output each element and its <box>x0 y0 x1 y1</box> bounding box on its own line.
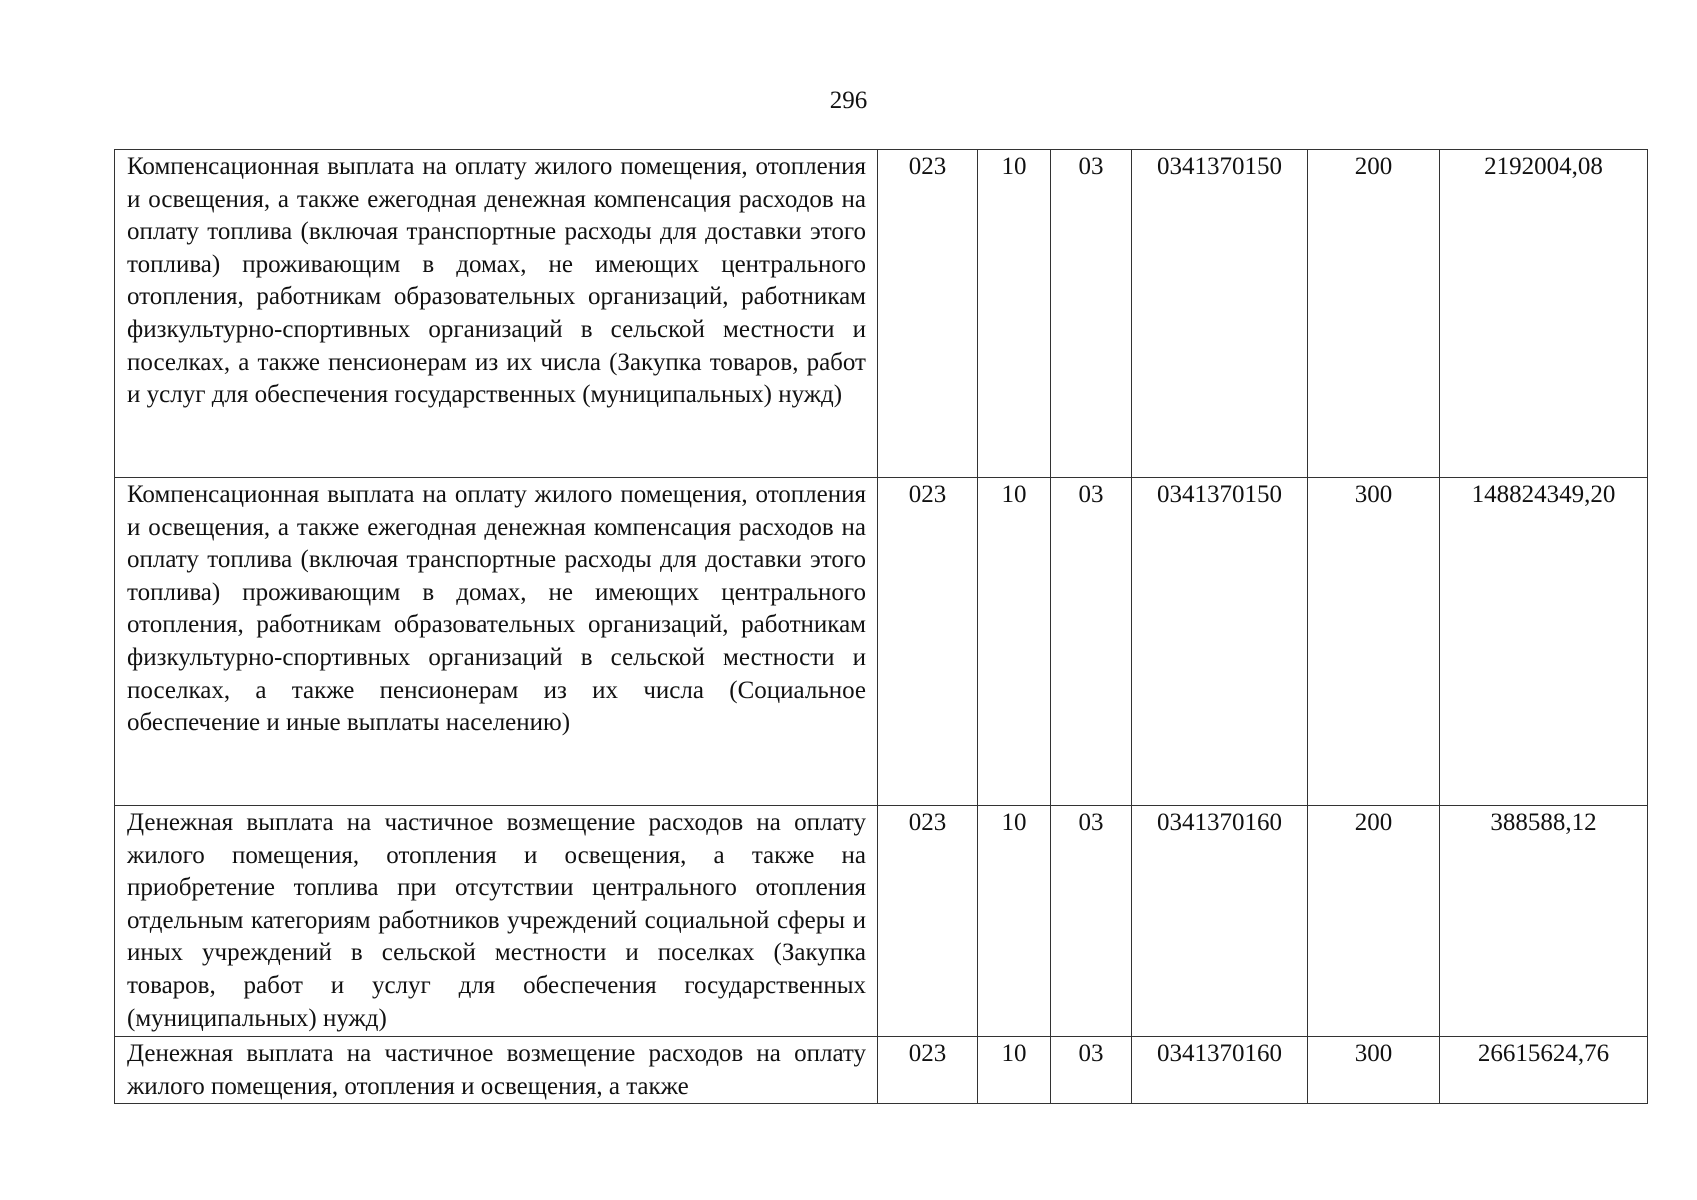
ministry-code: 023 <box>878 150 978 478</box>
ministry-code: 023 <box>878 806 978 1037</box>
ministry-code: 023 <box>878 1037 978 1104</box>
row-description <box>115 478 878 806</box>
row-description-text: Компенсационная выплата на оплату жилого помещения, отопления и освещения, а также ежегодная денежная компенсация расходов на оплату топлива (включая транспортные расходы для доставки этого топлива) проживающим в домах, не имеющих центрального отопления, работникам образовательных организаций, работникам физкультурно-спортивных организаций в сельской местности и поселках, а также пенсионерам из их числа (Социальное обеспечение и иные выплаты населению) <box>127 481 866 737</box>
subsection-code: 03 <box>1051 1037 1132 1104</box>
subsection-code: 03 <box>1051 806 1132 1037</box>
amount: 26615624,76 <box>1440 1037 1648 1104</box>
table-row <box>115 806 1648 1037</box>
table-row <box>115 1037 1648 1104</box>
expense-type-code: 200 <box>1308 150 1440 478</box>
ministry-code: 023 <box>878 478 978 806</box>
expense-type-code: 300 <box>1308 1037 1440 1104</box>
amount: 2192004,08 <box>1440 150 1648 478</box>
section-code: 10 <box>978 806 1051 1037</box>
section-code: 10 <box>978 150 1051 478</box>
table-row <box>115 150 1648 478</box>
row-description <box>115 1037 878 1104</box>
row-description-text: Денежная выплата на частичное возмещение расходов на оплату жилого помещения, отопления и освещения, а также на приобретение топлива при отсутствии центрального отопления отдельным категориям работников учреждений социальной сферы и иных учреждений в сельской местности и поселках (Закупка товаров, работ и услуг для обеспечения государственных (муниципальных) нужд) <box>127 809 866 1032</box>
amount: 388588,12 <box>1440 806 1648 1037</box>
target-article-code: 0341370150 <box>1132 150 1308 478</box>
target-article-code: 0341370160 <box>1132 806 1308 1037</box>
row-description <box>115 806 878 1037</box>
section-code: 10 <box>978 1037 1051 1104</box>
table-row <box>115 478 1648 806</box>
row-description <box>115 150 878 478</box>
expense-type-code: 300 <box>1308 478 1440 806</box>
section-code: 10 <box>978 478 1051 806</box>
budget-table <box>114 149 1648 1104</box>
page-number: 296 <box>829 87 868 114</box>
row-description-text: Компенсационная выплата на оплату жилого помещения, отопления и освещения, а также ежегодная денежная компенсация расходов на оплату топлива (включая транспортные расходы для доставки этого топлива) проживающим в домах, не имеющих центрального отопления, работникам образовательных организаций, работникам физкультурно-спортивных организаций в сельской местности и поселках, а также пенсионерам из их числа (Закупка товаров, работ и услуг для обеспечения государственных (муниципальных) нужд) <box>127 153 866 409</box>
row-description-text: Денежная выплата на частичное возмещение расходов на оплату жилого помещения, отопления и освещения, а также <box>127 1040 866 1100</box>
target-article-code: 0341370160 <box>1132 1037 1308 1104</box>
subsection-code: 03 <box>1051 478 1132 806</box>
subsection-code: 03 <box>1051 150 1132 478</box>
amount: 148824349,20 <box>1440 478 1648 806</box>
target-article-code: 0341370150 <box>1132 478 1308 806</box>
expense-type-code: 200 <box>1308 806 1440 1037</box>
